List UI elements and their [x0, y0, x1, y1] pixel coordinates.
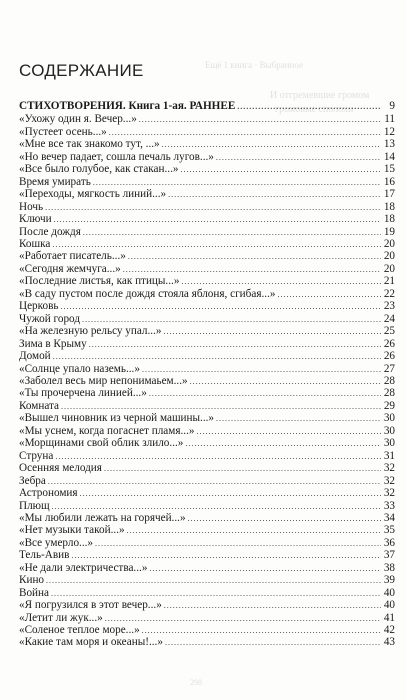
show-through-page-number: 298 — [190, 678, 202, 687]
toc-entry — [19, 338, 395, 350]
toc-entry-title: Ключи — [19, 213, 52, 226]
toc-entry — [19, 387, 395, 399]
dot-leader — [95, 538, 381, 549]
toc-entry-page-number: 23 — [383, 300, 395, 313]
toc-entry — [19, 636, 395, 648]
toc-entry — [19, 400, 395, 412]
toc-entry — [19, 226, 395, 238]
toc-entry — [19, 363, 395, 375]
toc-entry — [19, 437, 395, 449]
show-through-header: Ещё 1 книга · Выбранное — [205, 60, 303, 70]
toc-entry-title: «Пустеет осень...» — [19, 125, 107, 138]
dot-leader — [53, 351, 381, 362]
dot-leader — [105, 613, 381, 624]
toc-entry — [19, 126, 395, 138]
toc-entry-page-number: 28 — [383, 387, 395, 400]
toc-entry — [19, 325, 395, 337]
dot-leader — [164, 326, 382, 337]
toc-entry — [19, 549, 395, 561]
toc-entry — [19, 624, 395, 636]
toc-entry-page-number: 20 — [383, 237, 395, 250]
show-through-line: И отгремевшие громом — [270, 90, 370, 101]
dot-leader — [168, 189, 381, 200]
toc-entry — [19, 300, 395, 312]
toc-entry — [19, 562, 395, 574]
toc-entry-title: Тель-Авив — [19, 549, 70, 562]
toc-entry-title: Кино — [19, 574, 45, 587]
dot-leader — [142, 364, 381, 375]
toc-entry-title: «Я погрузился в этот вечер...» — [19, 599, 162, 612]
toc-entry — [19, 350, 395, 362]
dot-leader — [181, 276, 381, 287]
dot-leader — [216, 413, 381, 424]
toc-entry-page-number: 12 — [383, 125, 395, 138]
toc-entry-page-number: 27 — [383, 362, 395, 375]
toc-entry-title: «Солнце упало наземь...» — [19, 362, 140, 375]
toc-entry — [19, 201, 395, 213]
toc-entry-title: Комната — [19, 399, 60, 412]
toc-entry-title: «Мы уснем, когда погаснет пламя...» — [19, 424, 195, 437]
toc-entry-page-number: 17 — [383, 188, 395, 201]
dot-leader — [61, 401, 381, 412]
dot-leader — [93, 177, 381, 188]
toc-entry-title: «Но вечер падает, сошла печаль лугов...» — [19, 150, 214, 163]
dot-leader — [89, 339, 381, 350]
toc-entry-title: «Соленое теплое море...» — [19, 624, 140, 637]
dot-leader — [164, 600, 381, 611]
toc-entry-page-number: 42 — [383, 624, 395, 637]
toc-entry — [19, 138, 395, 150]
toc-entry-page-number: 20 — [383, 250, 395, 263]
toc-entry-title: Астрономия — [19, 487, 78, 500]
toc-entry-page-number: 14 — [383, 150, 395, 163]
toc-entry-title: Струна — [19, 449, 54, 462]
show-through-line: громовые сполохи — [275, 104, 354, 115]
toc-entry-title: «Ты прочерчена линией...» — [19, 387, 147, 400]
toc-entry — [19, 599, 395, 611]
toc-entry-page-number: 9 — [389, 100, 395, 112]
toc-entry-page-number: 34 — [383, 511, 395, 524]
toc-entry-page-number: 41 — [383, 611, 395, 624]
dot-leader — [55, 451, 381, 462]
toc-entry-title: Чужой город — [19, 312, 81, 325]
toc-entry-page-number: 22 — [383, 287, 395, 300]
toc-entry-title: «Не дали электричества...» — [19, 561, 148, 574]
toc-entry-page-number: 18 — [383, 213, 395, 226]
toc-entry-page-number: 24 — [383, 312, 395, 325]
toc-entry-page-number: 29 — [383, 399, 395, 412]
dot-leader — [188, 513, 381, 524]
toc-entry-page-number: 32 — [383, 462, 395, 475]
toc-entry-page-number: 40 — [383, 599, 395, 612]
toc-entry-title: Осенняя мелодия — [19, 462, 102, 475]
dot-leader — [139, 114, 381, 125]
toc-entry — [19, 113, 395, 125]
toc-entry-page-number: 30 — [383, 424, 395, 437]
toc-entry — [19, 375, 395, 387]
dot-leader — [48, 476, 381, 487]
dot-leader — [165, 637, 381, 648]
dot-leader — [162, 139, 381, 150]
toc-entry-page-number: 13 — [383, 138, 395, 151]
toc-entry-title: Война — [19, 586, 49, 599]
toc-entry-page-number: 30 — [383, 437, 395, 450]
toc-entry-title: СТИХОТВОРЕНИЯ. Книга 1-ая. РАННЕЕ — [19, 100, 236, 112]
toc-entry-title: «Вышел чиновник из черной машины...» — [19, 412, 215, 425]
toc-entry-title: «Последние листья, как птицы...» — [19, 275, 180, 288]
dot-leader — [52, 501, 381, 512]
toc-entry-title: Время умирать — [19, 175, 91, 188]
dot-leader — [128, 251, 381, 262]
dot-leader — [80, 488, 381, 499]
dot-leader — [45, 202, 381, 213]
toc-entry-title: Зебра — [19, 474, 46, 487]
toc-entry — [19, 462, 395, 474]
toc-entry-title: «Сегодня жемчуга...» — [19, 262, 121, 275]
toc-entry-page-number: 16 — [383, 175, 395, 188]
toc-entry-page-number: 35 — [383, 524, 395, 537]
toc-entry-page-number: 18 — [383, 200, 395, 213]
toc-entry-title: «В саду пустом после дождя стояла яблоня, сгибая...» — [19, 287, 276, 300]
dot-leader — [46, 575, 381, 586]
dot-leader — [127, 525, 381, 536]
toc-entry-page-number: 31 — [383, 449, 395, 462]
dot-leader — [51, 588, 381, 599]
toc-entry — [19, 574, 395, 586]
toc-entry — [19, 524, 395, 536]
toc-entry — [19, 500, 395, 512]
toc-entry-title: Ночь — [19, 200, 44, 213]
toc-entry — [19, 250, 395, 262]
toc-entry — [19, 238, 395, 250]
toc-entry-page-number: 36 — [383, 536, 395, 549]
toc-entry-title: «На железную рельсу упал...» — [19, 325, 162, 338]
dot-leader — [181, 164, 382, 175]
toc-entry — [19, 275, 395, 287]
toc-entry — [19, 475, 395, 487]
toc-entry-page-number: 40 — [383, 586, 395, 599]
toc-entry-title: «Работает писатель...» — [19, 250, 126, 263]
toc-entry-title: Церковь — [19, 300, 59, 313]
dot-leader — [190, 376, 381, 387]
table-of-contents — [19, 100, 395, 649]
toc-entry — [19, 213, 395, 225]
toc-entry-page-number: 38 — [383, 561, 395, 574]
toc-entry — [19, 288, 395, 300]
toc-entry-page-number: 19 — [383, 225, 395, 238]
toc-entry — [19, 425, 395, 437]
toc-entry-title: «Летит ли жук...» — [19, 611, 103, 624]
toc-entry-title: Плющ — [19, 499, 50, 512]
toc-entry-page-number: 39 — [383, 574, 395, 587]
dot-leader — [185, 438, 381, 449]
toc-entry-page-number: 11 — [384, 113, 395, 126]
dot-leader — [237, 101, 381, 112]
toc-entry-title: «Все было голубое, как стакан...» — [19, 163, 179, 176]
toc-entry-page-number: 26 — [383, 350, 395, 363]
toc-entry — [19, 512, 395, 524]
toc-entry-title: Зима в Крыму — [19, 337, 87, 350]
dot-leader — [83, 227, 381, 238]
page-title: СОДЕРЖАНИЕ — [19, 61, 144, 80]
toc-entry-page-number: 28 — [383, 374, 395, 387]
toc-entry-page-number: 25 — [383, 325, 395, 338]
toc-entry-title: «Заболел весь мир непонимаьем...» — [19, 374, 188, 387]
toc-entry-page-number: 32 — [383, 474, 395, 487]
toc-entry-title: «Все умерло...» — [19, 536, 94, 549]
toc-entry-title: «Какие там моря и океаны!...» — [19, 636, 163, 649]
dot-leader — [149, 563, 381, 574]
toc-entry-title: Домой — [19, 350, 51, 363]
toc-entry-page-number: 43 — [383, 636, 395, 649]
dot-leader — [104, 463, 381, 474]
toc-entry — [19, 612, 395, 624]
dot-leader — [196, 426, 381, 437]
dot-leader — [277, 289, 381, 300]
toc-entry — [19, 263, 395, 275]
toc-entry — [19, 450, 395, 462]
toc-entry-page-number: 33 — [383, 499, 395, 512]
toc-entry-title: «Нет музыки такой...» — [19, 524, 125, 537]
toc-entry-title: После дождя — [19, 225, 81, 238]
dot-leader — [82, 314, 381, 325]
dot-leader — [149, 388, 381, 399]
dot-leader — [123, 264, 381, 275]
toc-entry-title: «Ухожу один я. Вечер...» — [19, 113, 137, 126]
toc-entry-title: «Морщинами свой облик злило...» — [19, 437, 184, 450]
dot-leader — [109, 127, 381, 138]
toc-entry-page-number: 20 — [383, 262, 395, 275]
toc-entry — [19, 587, 395, 599]
toc-entry-page-number: 15 — [383, 163, 395, 176]
dot-leader — [54, 214, 381, 225]
toc-entry — [19, 537, 395, 549]
toc-entry — [19, 151, 395, 163]
dot-leader — [216, 152, 381, 163]
dot-leader — [52, 239, 381, 250]
toc-entry-page-number: 30 — [383, 412, 395, 425]
dot-leader — [60, 301, 381, 312]
toc-entry-page-number: 26 — [383, 337, 395, 350]
dot-leader — [71, 550, 381, 561]
toc-entry — [19, 412, 395, 424]
toc-entry — [19, 163, 395, 175]
toc-entry-title: «Мне все так знакомо тут, ...» — [19, 138, 160, 151]
toc-entry — [19, 487, 395, 499]
toc-entry — [19, 188, 395, 200]
dot-leader — [142, 625, 381, 636]
toc-entry-title: Кошка — [19, 237, 51, 250]
toc-entry-page-number: 37 — [383, 549, 395, 562]
toc-entry — [19, 313, 395, 325]
toc-entry-page-number: 21 — [383, 275, 395, 288]
toc-entry-title: «Переходы, мягкость линий...» — [19, 188, 167, 201]
toc-section-heading — [19, 100, 395, 112]
toc-entry — [19, 176, 395, 188]
toc-entry-page-number: 32 — [383, 487, 395, 500]
toc-entry-title: «Мы любили лежать на горячей...» — [19, 511, 186, 524]
